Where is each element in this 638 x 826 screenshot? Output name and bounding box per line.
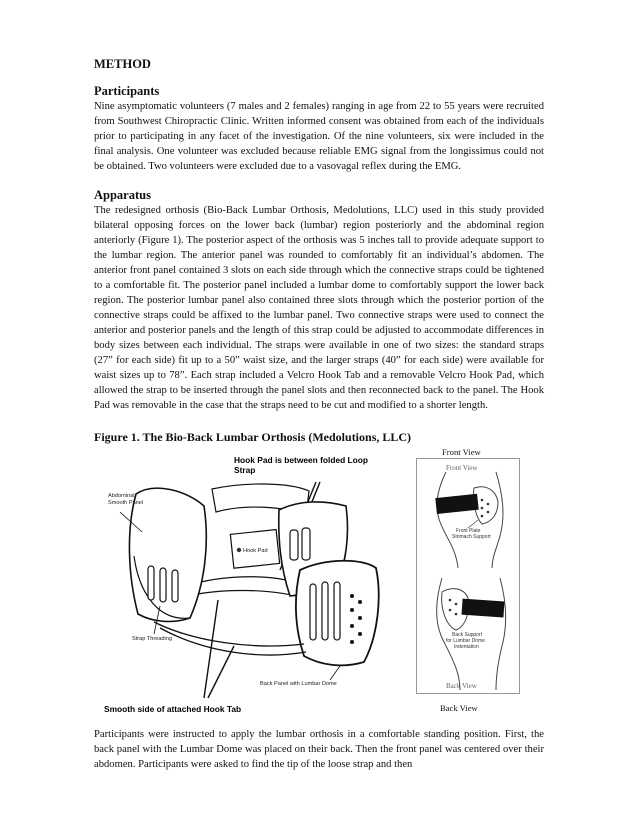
callout-hook-pad: Hook Pad is between folded Loop Strap (234, 455, 369, 475)
orthosis-figure (94, 446, 414, 718)
label-abdominal: Abdominal Smooth Panel (108, 493, 144, 506)
label-back-panel: Back Panel with Lumbar Dome (260, 681, 337, 687)
back-view-inner: Back View (446, 682, 477, 690)
front-view-caption: Front View (442, 447, 481, 457)
label-hook-pad-text: Hook Pad (243, 548, 268, 554)
apparatus-paragraph: The redesigned orthosis (Bio-Back Lumbar Orthosis, Medolutions, LLC) used in this study provided bilateral opposing forces on the lower back (lumbar) region posteriorly and the abdominal region anteriorly (Figure 1). The posterior aspect of the orthosis was 5 inches tall to provide adequate support to the lumbar region. The anterior panel was rounded to comfortably fit an individual’s abdomen. The anterior front panel contained 3 slots on each side through which the connective straps could be tightened to a comfortable fit. The posterior panel included a lumbar dome to comfortably support the lower back region. The posterior lumbar panel also contained three slots through which the posterior portion of the connective straps could be affixed to the lumbar panel. Two connective straps were used to connect the anterior and posterior panels and the length of this strap could be adjusted to accommodate differences in body sizes between each individual. The straps were available in one of two sizes: the standard straps (27” for each side) fit up to a 50” waist size, and the larger straps (40” for each side) were available for waist sizes up to 78”. Each strap included a Velcro Hook Tab and a removable Velcro Hook Pad, which allowed the strap to be inserted through the panel slots and then reconnected back to the panel. The Hook Pad was removable in the case that the straps need to be cut and modified to a shorter length. (94, 205, 544, 411)
front-plate-label: Front Plate Stomach Support (452, 528, 491, 540)
participants-paragraph: Nine asymptomatic volunteers (7 males and 2 females) ranging in age from 22 to 55 years were recruited from Southwest Chiropractic Clinic. Written informed consent was obtained from each of the individuals prior to participating in any facet of the investigation. Of the nine volunteers, six were included in the final analysis. One volunteer was excluded because reliable EMG signal from the longissimus could not be obtained. Two volunteers were excluded due to a vasovagal reflex during the EMG. (94, 101, 544, 172)
method-heading: METHOD (94, 57, 151, 71)
participants-heading: Participants (94, 84, 160, 98)
figure-title: Figure 1. The Bio-Back Lumbar Orthosis (Medolutions, LLC) (94, 430, 412, 444)
label-strap-threading: Strap Threading (132, 636, 173, 642)
back-view-caption: Back View (440, 703, 478, 713)
front-view-inner: Front View (446, 464, 478, 472)
closing-paragraph: Participants were instructed to apply the lumbar orthosis in a comfortable standing position. First, the back panel with the Lumbar Dome was placed on their back. Then the front panel was centered over their abdomen. Participants were asked to find the tip of the loose strap and then (94, 729, 544, 770)
back-support-label: Back Support for Lumbar Dome Indentation (446, 632, 485, 650)
callout-smooth-side: Smooth side of attached Hook Tab (104, 704, 242, 714)
front-back-view-figure (416, 458, 520, 694)
apparatus-heading: Apparatus (94, 188, 151, 202)
